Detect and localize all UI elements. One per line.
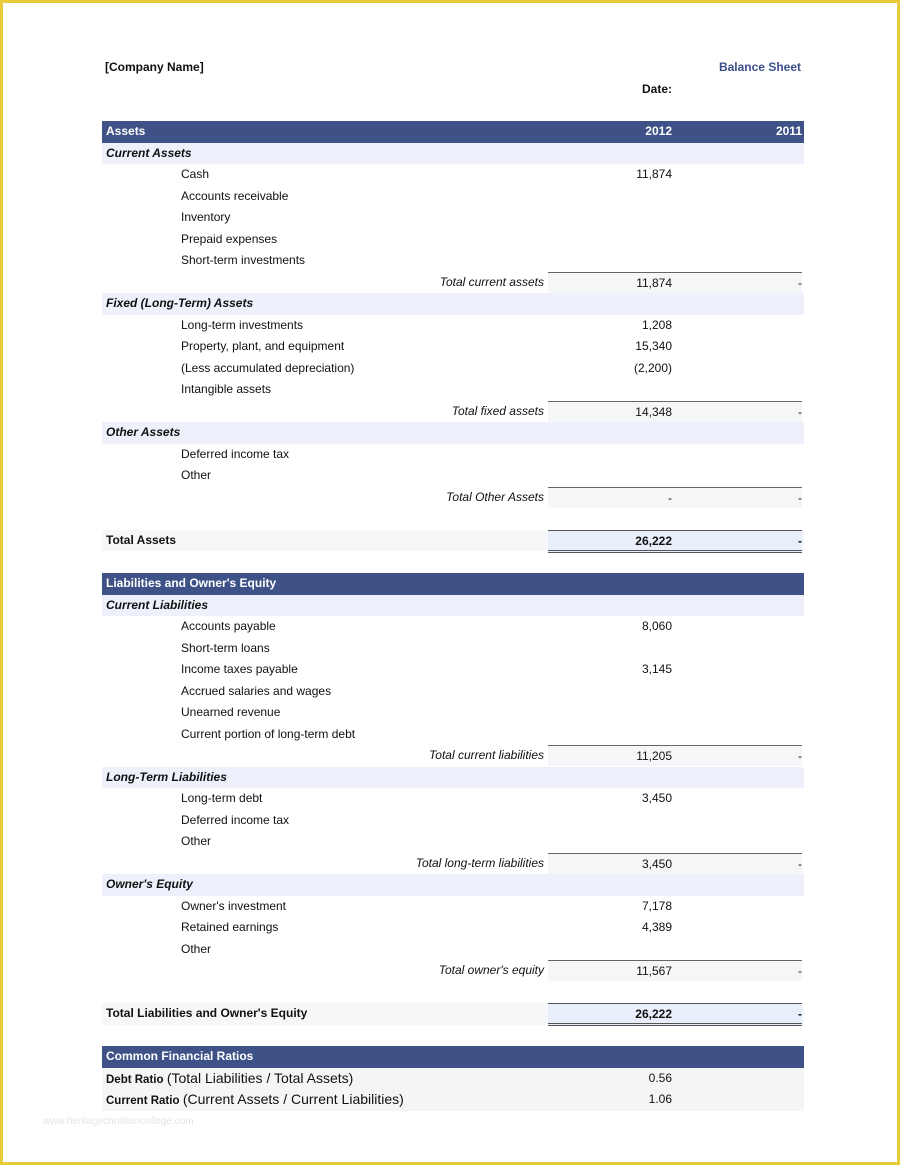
row-value-2011: [674, 681, 802, 703]
company-name: [Company Name]: [105, 60, 204, 74]
row-value-2011: [674, 465, 802, 487]
row-label: Other: [181, 834, 212, 848]
ratio-value: 0.56: [648, 1070, 672, 1085]
subtotal-label: Total owner's equity: [438, 963, 544, 977]
section-label: Long-Term Liabilities: [106, 769, 227, 784]
row-label: Accrued salaries and wages: [181, 683, 332, 698]
table-row: [102, 681, 804, 703]
row-value-2011: [674, 638, 802, 660]
row-label: Other: [181, 941, 212, 956]
watermark-text: www.heritagechristiancollege.com: [43, 1116, 194, 1127]
subtotal-value-2011: -: [672, 487, 802, 508]
table-row: [102, 638, 804, 660]
row-value-2012: [548, 702, 672, 724]
subtotal-value-2011: -: [672, 272, 802, 293]
row-value-2011: [674, 810, 802, 832]
row-value-2012: [548, 638, 672, 660]
row-value-2011: [674, 724, 802, 746]
subtotal-label: Total Other Assets: [446, 489, 544, 504]
row-value-2011: [674, 788, 802, 810]
row-value-2012: 11,874: [636, 167, 672, 181]
ratio-name: Debt Ratio: [106, 1073, 164, 1086]
row-value-2011: [674, 939, 802, 961]
subtotal-label: Total long-term liabilities: [415, 855, 544, 870]
row-value-2012: 4,389: [641, 920, 672, 934]
date-label: Date:: [642, 82, 673, 96]
row-value-2011: [674, 917, 802, 939]
table-row: [102, 444, 804, 466]
row-value-2012: [548, 681, 672, 703]
subtotal-row: [102, 853, 804, 875]
document-title: Balance Sheet: [718, 60, 801, 74]
row-value-2011: [674, 358, 802, 380]
row-value-2011: [674, 444, 802, 466]
row-value-2011: [674, 379, 802, 401]
row-value-2012: [548, 810, 672, 832]
subtotal-value-2011: -: [672, 960, 802, 981]
subtotal-value-2012: 11,205: [548, 745, 672, 766]
subtotal-row: [102, 272, 804, 294]
row-label: Prepaid expenses: [181, 231, 278, 246]
ratio-row-debt: [102, 1068, 804, 1090]
table-row: [102, 702, 804, 724]
row-value-2011: [674, 831, 802, 853]
section-current-liabilities: [102, 595, 804, 617]
row-value-2012: [548, 724, 672, 746]
row-value-2012: [548, 444, 672, 466]
row-label: Deferred income tax: [181, 812, 290, 827]
row-value-2011: [674, 164, 802, 186]
assets-header-label: Assets: [106, 124, 146, 138]
table-row: [102, 164, 804, 186]
row-value-2012: [548, 831, 672, 853]
ratio-value: 1.06: [648, 1092, 672, 1106]
row-value-2011: [674, 896, 802, 918]
row-label: Unearned revenue: [181, 705, 281, 719]
row-label: Current portion of long-term debt: [181, 726, 356, 741]
subtotal-value-2012: 14,348: [548, 401, 672, 422]
row-value-2012: [548, 229, 672, 251]
section-label: Current Assets: [106, 145, 192, 160]
row-value-2011: [674, 186, 802, 208]
row-value-2011: [674, 250, 802, 272]
assets-table: [102, 121, 804, 551]
row-label: Other: [181, 468, 212, 482]
subtotal-value-2012: 11,567: [548, 960, 672, 981]
section-label: Fixed (Long-Term) Assets: [106, 296, 254, 310]
table-row: [102, 186, 804, 208]
ratio-label: [102, 1068, 353, 1090]
section-label: Current Liabilities: [106, 597, 209, 612]
table-row: [102, 831, 804, 853]
subtotal-label: Total fixed assets: [451, 403, 544, 418]
row-value-2012: 3,145: [641, 662, 672, 676]
row-value-2011: [674, 702, 802, 724]
row-label: Accounts payable: [181, 619, 276, 633]
subtotal-row: [102, 401, 804, 423]
ratios-header-label: Common Financial Ratios: [106, 1049, 254, 1063]
table-row: [102, 896, 804, 918]
row-label: Accounts receivable: [181, 188, 289, 203]
subtotal-row: [102, 487, 804, 509]
row-value-2012: [548, 465, 672, 487]
table-row: [102, 659, 804, 681]
ratio-row-current: [102, 1089, 804, 1111]
row-value-2011: [674, 229, 802, 251]
row-label: Property, plant, and equipment: [181, 339, 345, 353]
row-label: Long-term investments: [181, 317, 304, 332]
grand-total-value-2012: 26,222: [548, 1003, 672, 1026]
grand-total-row: [102, 530, 804, 552]
grand-total-value-2012: 26,222: [548, 530, 672, 553]
grand-total-label: Total Assets: [106, 532, 177, 547]
subtotal-value-2012: -: [548, 487, 672, 508]
row-label: Inventory: [181, 210, 231, 224]
subtotal-value-2012: 11,874: [548, 272, 672, 293]
ratio-name: Current Ratio: [106, 1095, 180, 1107]
row-label: (Less accumulated depreciation): [181, 360, 355, 375]
section-owners-equity: [102, 874, 804, 896]
row-label: Deferred income tax: [181, 446, 290, 461]
ratio-formula: (Total Liabilities / Total Assets): [166, 1069, 354, 1086]
ratio-label: [102, 1089, 404, 1111]
grand-total-value-2011: -: [672, 530, 802, 553]
subtotal-value-2011: -: [672, 745, 802, 766]
row-value-2012: 1,208: [641, 317, 672, 332]
year-2011-header: 2011: [775, 124, 802, 138]
row-value-2011: [674, 616, 802, 638]
liabilities-header-label: Liabilities and Owner's Equity: [106, 576, 277, 590]
grand-total-row: [102, 1003, 804, 1025]
ratios-table: [102, 1046, 804, 1111]
row-value-2011: [674, 315, 802, 337]
table-row: [102, 315, 804, 337]
row-value-2012: (2,200): [633, 360, 672, 375]
section-label: Other Assets: [106, 425, 181, 439]
ratios-header-row: [102, 1046, 804, 1068]
table-row: [102, 788, 804, 810]
grand-total-label: Total Liabilities and Owner's Equity: [106, 1006, 308, 1020]
section-current-assets: [102, 143, 804, 165]
subtotal-row: [102, 960, 804, 982]
table-row: [102, 358, 804, 380]
table-row: [102, 250, 804, 272]
table-row: [102, 229, 804, 251]
row-value-2012: [548, 250, 672, 272]
row-value-2012: 8,060: [641, 619, 672, 633]
row-value-2011: [674, 659, 802, 681]
liabilities-header-row: [102, 573, 804, 595]
subtotal-value-2012: 3,450: [548, 853, 672, 874]
table-row: [102, 207, 804, 229]
table-row: [102, 336, 804, 358]
section-longterm-liabilities: [102, 767, 804, 789]
subtotal-value-2011: -: [672, 401, 802, 422]
row-value-2012: [548, 186, 672, 208]
subtotal-label: Total current liabilities: [429, 748, 544, 762]
section-other-assets: [102, 422, 804, 444]
spacer: [102, 982, 804, 1004]
table-row: [102, 379, 804, 401]
table-row: [102, 810, 804, 832]
table-row: [102, 724, 804, 746]
row-value-2012: 15,340: [635, 339, 672, 353]
assets-header-row: [102, 121, 804, 143]
row-label: Owner's investment: [181, 898, 286, 913]
subtotal-row: [102, 745, 804, 767]
subtotal-value-2011: -: [672, 853, 802, 874]
row-value-2012: 3,450: [641, 791, 672, 805]
table-row: [102, 465, 804, 487]
row-label: Short-term loans: [181, 640, 270, 655]
spacer: [102, 508, 804, 530]
row-value-2012: [548, 207, 672, 229]
row-label: Intangible assets: [181, 382, 272, 396]
liabilities-table: [102, 573, 804, 1025]
year-2012-header: 2012: [645, 124, 672, 138]
grand-total-value-2011: -: [672, 1003, 802, 1026]
section-label: Owner's Equity: [106, 877, 193, 891]
row-label: Long-term debt: [181, 791, 263, 805]
row-value-2011: [674, 207, 802, 229]
subtotal-label: Total current assets: [439, 274, 544, 289]
row-label: Income taxes payable: [181, 662, 298, 676]
row-label: Retained earnings: [181, 920, 279, 934]
row-value-2012: [548, 939, 672, 961]
table-row: [102, 939, 804, 961]
ratio-formula: (Current Assets / Current Liabilities): [182, 1091, 404, 1107]
row-value-2012: [548, 379, 672, 401]
section-fixed-assets: [102, 293, 804, 315]
row-value-2011: [674, 336, 802, 358]
row-value-2012: 7,178: [641, 898, 672, 913]
row-label: Cash: [181, 167, 210, 181]
row-label: Short-term investments: [181, 253, 306, 267]
table-row: [102, 616, 804, 638]
table-row: [102, 917, 804, 939]
